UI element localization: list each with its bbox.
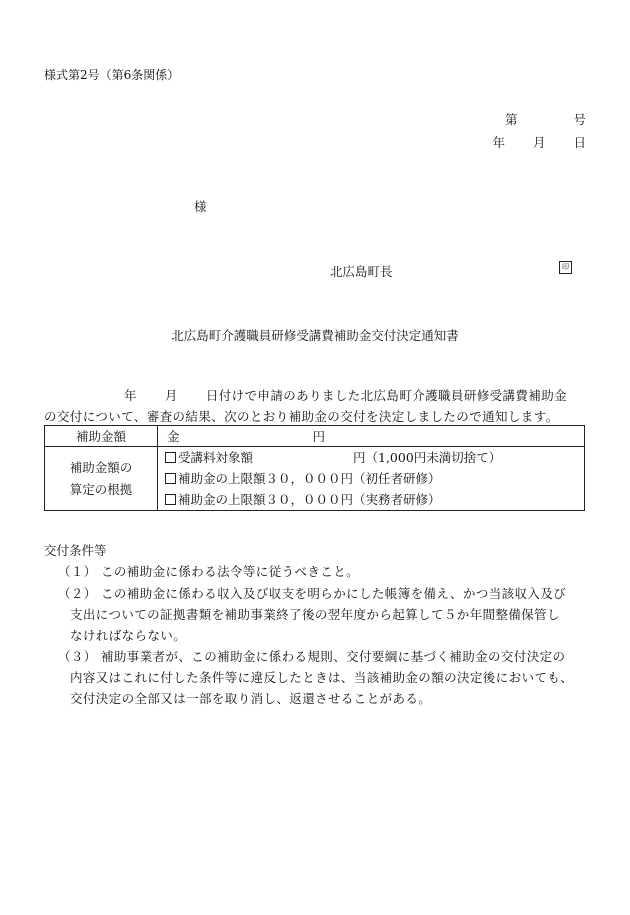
intro-year: 年: [124, 388, 137, 403]
checkbox-icon[interactable]: [165, 473, 176, 484]
document-number-line: [505, 110, 586, 128]
basis-label: [45, 447, 158, 511]
doc-number-suffix: 号: [573, 112, 586, 127]
date-month: 月: [532, 135, 546, 150]
basis-item: 補助金の上限額３０，０００円（初任者研修）: [165, 468, 584, 489]
condition-2-line-1: この補助金に係わる収入及び収支を明らかにした帳簿を備え、かつ当該収入及び: [101, 586, 567, 601]
condition-3-line-1: 補助事業者が、この補助金に係わる規則、交付要綱に基づく補助金の交付決定の: [101, 649, 566, 664]
amount-prefix: 金: [167, 429, 180, 444]
table-row-amount: [45, 426, 585, 447]
form-number: 様式第2号（第6条関係）: [44, 68, 180, 82]
condition-3-line-2: 内容又はこれに付した条件等に違反したときは、当該補助金の額の決定後においても、: [70, 670, 574, 685]
conditions-heading: 交付条件等: [44, 543, 107, 558]
intro-line-1-text: 日付けで申請のありました北広島町介護職員研修受講費補助金: [205, 388, 568, 403]
basis-item: 補助金の上限額３０，０００円（実務者研修）: [165, 489, 584, 510]
doc-number-prefix: 第: [504, 112, 518, 127]
issuer-name: 北広島町長: [330, 264, 393, 279]
checkbox-icon[interactable]: [165, 494, 176, 505]
checkbox-icon[interactable]: [165, 452, 176, 463]
seal-mark: 印: [559, 261, 572, 274]
date-day: 日: [573, 135, 586, 150]
condition-1-line-1: この補助金に係わる法令等に従うべきこと。: [101, 564, 360, 579]
table-row-basis: [45, 447, 585, 511]
document-date-line: [492, 133, 586, 151]
basis-item: 受講料対象額 円（1,000円未満切捨て）: [165, 447, 584, 468]
basis-label-line-1: 補助金額の: [69, 459, 133, 475]
amount-label: 補助金額: [45, 426, 158, 447]
condition-2-line-2: 支出についての証拠書類を補助事業終了後の翌年度から起算して５か年間整備保管し: [70, 607, 560, 622]
document-title: 北広島町介護職員研修受講費補助金交付決定通知書: [171, 328, 459, 343]
basis-items: [158, 447, 585, 511]
condition-2-number: （２）: [58, 586, 97, 601]
amount-value: [158, 426, 585, 447]
intro-line-1: [44, 386, 567, 404]
amount-unit: 円: [312, 429, 326, 444]
subsidy-table: [44, 425, 585, 511]
recipient-honorific: 様: [194, 199, 207, 214]
basis-label-line-2: 算定の根拠: [69, 481, 133, 497]
intro-line-2: の交付について、審査の結果、次のとおり補助金の交付を決定しましたので通知します。: [44, 409, 559, 424]
condition-3-line-3: 交付決定の全部又は一部を取り消し、返還させることがある。: [70, 691, 432, 706]
condition-1-number: （１）: [58, 564, 97, 579]
condition-3-number: （３）: [58, 649, 97, 664]
date-year: 年: [492, 135, 505, 150]
condition-2-line-3: なければならない。: [70, 628, 187, 643]
intro-month: 月: [164, 388, 178, 403]
